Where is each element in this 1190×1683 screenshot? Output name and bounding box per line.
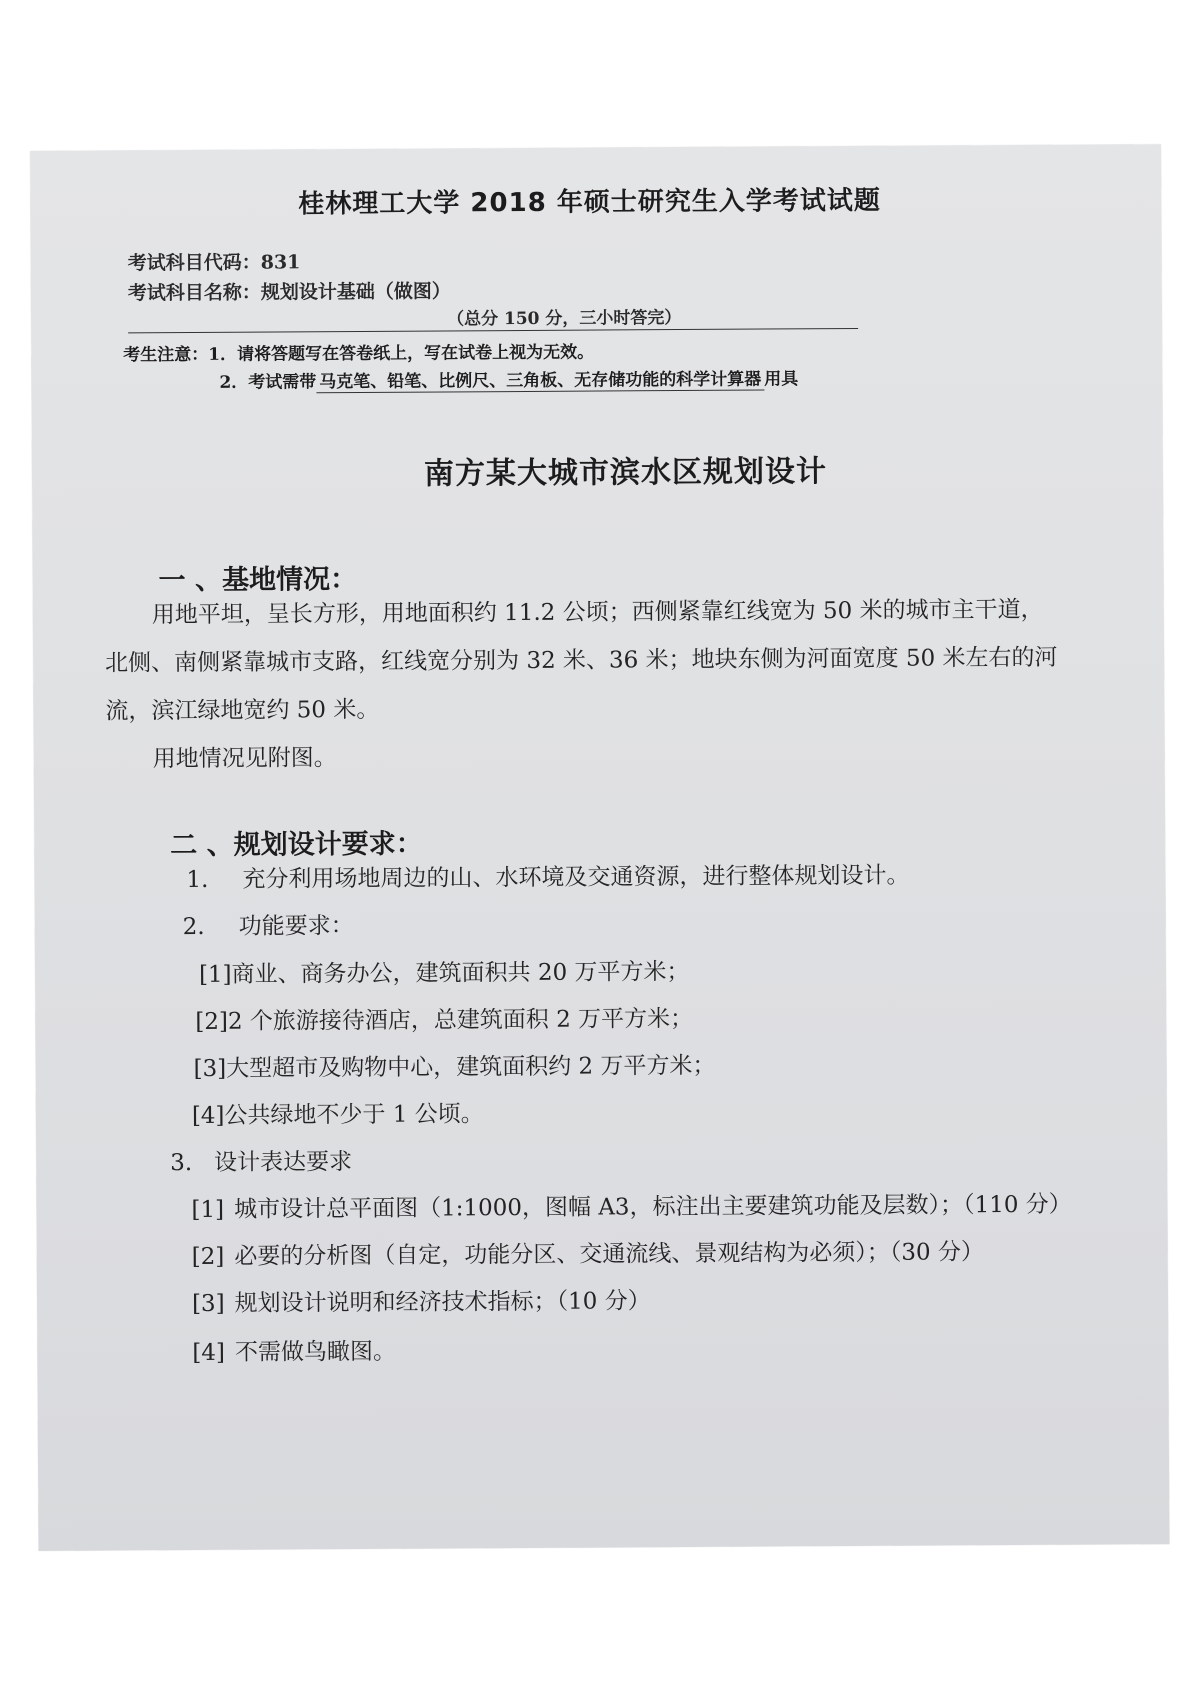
sub-item-text: 不需做鸟瞰图。 [234,1338,397,1366]
subject-code: 考试科目代码：831 [127,251,301,275]
score-note: （总分 150 分，三小时答完） [446,308,682,330]
sub-item-text: 城市设计总平面图（1:1000，图幅 A3，标注出主要建筑功能及层数）；（110 分） [233,1191,1072,1223]
sub-item-number: [2] [195,1008,228,1036]
section-1-heading: 一 、基地情况： [158,564,358,597]
sub-item-number: [3] [191,1290,225,1318]
function-sub-item [199,953,690,989]
exam-paper-sheet [30,144,1170,1551]
design-title: 南方某大城市滨水区规划设计 [423,454,828,492]
section-2-heading: 二 、规划设计要求： [170,828,423,862]
notice-2-suffix: 用具 [764,369,799,390]
expression-sub-item [191,1186,1071,1224]
sub-item-text: 规划设计说明和经济技术指标；（10 分） [234,1288,651,1317]
item-text: 设计表达要求 [214,1149,353,1176]
notice-2-tools: 马克笔、铅笔、比例尺、三角板、无存储功能的科学计算器 [316,370,764,394]
sub-item-text: 大型超市及购物中心，建筑面积约 2 万平方米； [226,1052,716,1082]
function-sub-item [195,1000,693,1036]
sub-item-number: [2] [191,1243,225,1271]
requirement-item-3 [170,1143,352,1177]
item-number: 2. [182,913,205,941]
expression-sub-item [192,1233,984,1271]
item-text: 功能要求： [238,913,354,940]
item-number: 3. [170,1150,193,1177]
function-sub-item [192,1095,484,1130]
expression-sub-item [192,1333,396,1367]
site-paragraph-line-3: 流，滨江绿地宽约 50 米。 [105,696,380,725]
sub-item-number: [1] [198,961,232,988]
sub-item-text: 商业、商务办公，建筑面积共 20 万平方米； [231,958,690,988]
sub-item-number: [3] [193,1055,227,1083]
item-text: 充分利用场地周边的山、水环境及交通资源，进行整体规划设计。 [242,862,910,893]
requirement-item-1 [186,857,909,894]
sub-item-number: [4] [192,1339,226,1367]
function-sub-item [193,1047,715,1083]
sub-item-number: [1] [191,1196,225,1224]
sub-item-text: 必要的分析图（自定，功能分区、交通流线、景观结构为必须）；（30 分） [234,1239,984,1270]
notice-line-2 [219,364,798,393]
sub-item-text: 公共绿地不少于 1 公顷。 [224,1101,484,1129]
site-paragraph-line-1: 用地平坦，呈长方形，用地面积约 11.2 公顷；西侧紧靠红线宽为 50 米的城市主干道， [151,596,1044,629]
expression-sub-item [192,1282,651,1318]
exam-title: 桂林理工大学 2018 年硕士研究生入学考试试题 [298,185,881,220]
item-number: 1. [186,866,209,894]
subject-name: 考试科目名称：规划设计基础（做图） [127,280,451,305]
notice-line-1: 考生注意：1．请将答题写在答卷纸上，写在试卷上视为无效。 [123,342,595,366]
notice-2-prefix: 2．考试需带 [219,372,317,393]
site-paragraph-line-2: 北侧、南侧紧靠城市支路，红线宽分别为 32 米、36 米；地块东侧为河面宽度 50 米左右的河 [105,644,1058,677]
sub-item-text: 2 个旅游接待酒店，总建筑面积 2 万平方米； [227,1005,694,1035]
sub-item-number: [4] [191,1102,225,1130]
requirement-item-2 [183,907,354,941]
site-paragraph-line-4: 用地情况见附图。 [152,745,337,773]
